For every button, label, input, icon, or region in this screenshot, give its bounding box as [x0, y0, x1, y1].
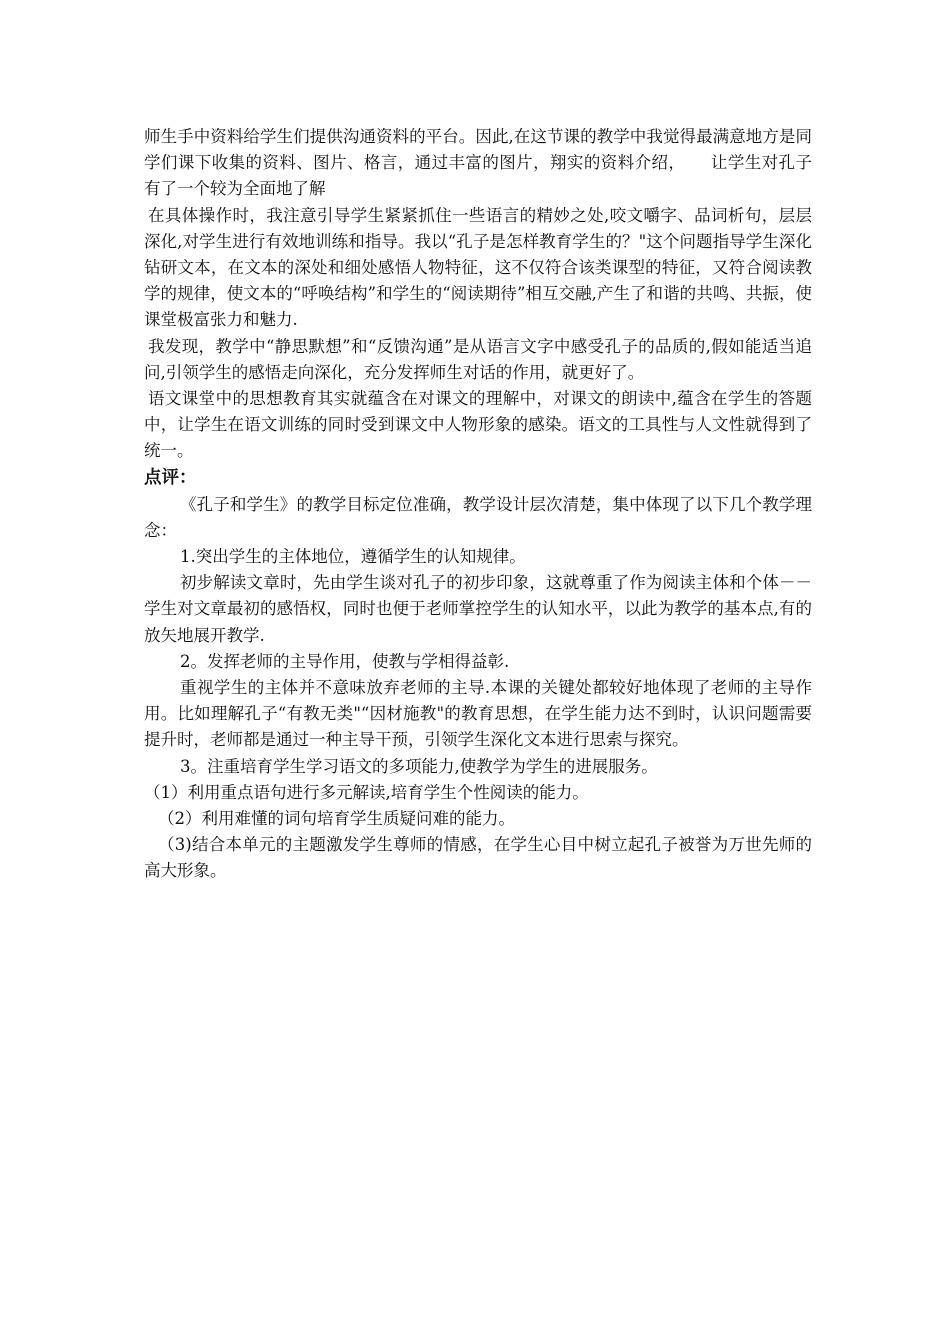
review-heading: 点评： [144, 467, 197, 488]
paragraph-materials: 师生手中资料给学生们提供沟通资料的平台。因此,在这节课的教学中我觉得最满意地方是同学们课下收集的资料、图片、格言，通过丰富的图片，翔实的资料介绍， 让学生对孔子有了一个较为全面地了解 [144, 127, 812, 199]
review-intro: 《孔子和学生》的教学目标定位准确，教学设计层次清楚，集中体现了以下几个教学理念： [144, 494, 812, 540]
review-point-1: 1.突出学生的主体地位，遵循学生的认知规律。 [180, 547, 526, 567]
review-point-3: 3。注重培育学生学习语文的多项能力,使教学为学生的进展服务。 [180, 756, 658, 776]
review-point-2: 2。发挥老师的主导作用，使教与学相得益彰. [180, 651, 510, 671]
review-point-1-detail: 初步解读文章时，先由学生谈对孔子的初步印象，这就尊重了作为阅读主体和个体－－学生对文章最初的感悟权，同时也便于老师掌控学生的认知水平，以此为教学的基本点,有的放矢地展开教学. [144, 573, 812, 645]
paragraph-ideology: 语文课堂中的思想教育其实就蕴含在对课文的理解中，对课文的朗读中,蕴含在学生的答题中，让学生在语文训练的同时受到课文中人物形象的感染。语文的工具性与人文性就得到了统一。 [144, 389, 812, 461]
document-body [144, 124, 812, 885]
review-point-2-detail: 重视学生的主体并不意味放弃老师的主导.本课的关键处都较好地体现了老师的主导作用。比如理解孔子“有教无类"“因材施教"的教育思想，在学生能力达不到时，认识问题需要提升时，老师都是通过一种主导干预，引领学生深化文本进行思索与探究。 [144, 678, 812, 750]
review-sub-3: （3)结合本单元的主题激发学生尊师的情感，在学生心目中树立起孔子被誉为万世先师的高大形象。 [144, 835, 812, 881]
review-sub-2: （2）利用难懂的词句培育学生质疑问难的能力。 [158, 809, 515, 829]
review-sub-1: （1）利用重点语句进行多元解读,培育学生个性阅读的能力。 [144, 782, 589, 802]
paragraph-discovery: 我发现，教学中“静思默想”和“反馈沟通”是从语言文字中感受孔子的品质的,假如能适当追问,引领学生的感悟走向深化，充分发挥师生对话的作用，就更好了。 [144, 336, 812, 382]
paragraph-operation: 在具体操作时，我注意引导学生紧紧抓住一些语言的精妙之处,咬文嚼字、品词析句，层层深化,对学生进行有效地训练和指导。我以“孔子是怎样教育学生的？"这个问题指导学生深化钻研文本，在文本的深处和细处感悟人物特征，这不仅符合该类课型的特征，又符合阅读教学的规律，使文本的“呼唤结构”和学生的“阅读期待”相互交融,产生了和谐的共鸣、共振，使课堂极富张力和魅力. [144, 205, 812, 330]
